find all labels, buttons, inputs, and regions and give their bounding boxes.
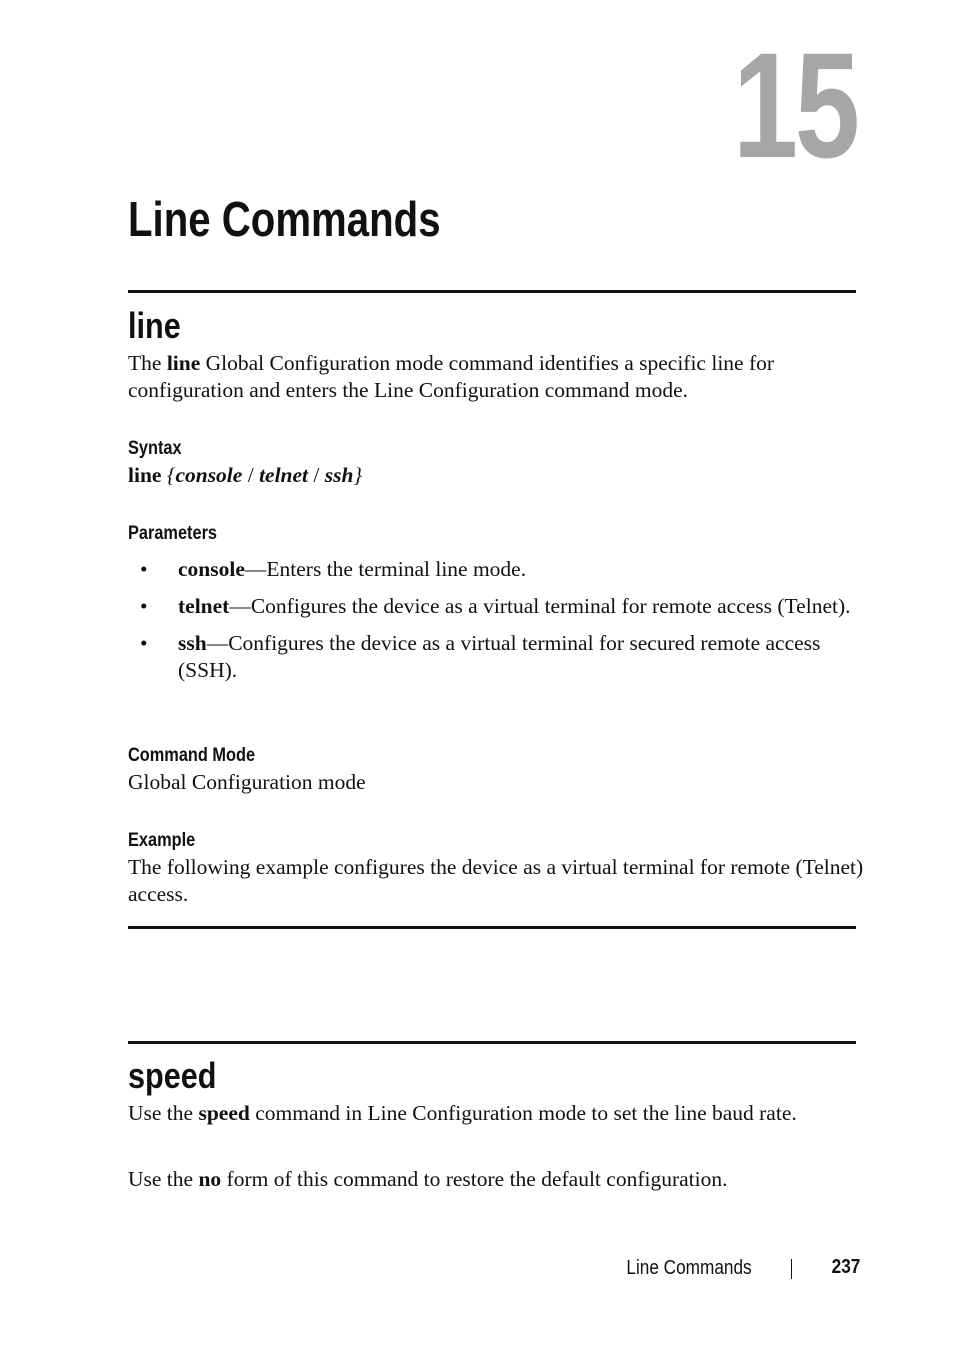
bullet-icon: • — [140, 631, 148, 655]
chapter-number: 15 — [733, 21, 857, 189]
command-mode-heading: Command Mode — [128, 745, 256, 766]
syntax-line: line {console / telnet / ssh} — [128, 463, 363, 487]
section-rule-bottom — [128, 926, 856, 929]
example-heading: Example — [128, 830, 196, 851]
line-intro-paragraph: The line Global Configuration mode command identifies a specific line for configuration and enters the Line Configuration command mode. — [128, 351, 775, 402]
section-heading-speed: speed — [128, 1055, 217, 1096]
command-keyword: line — [166, 351, 201, 375]
section-rule-speed — [128, 1041, 856, 1044]
footer-chapter-label: Line Commands — [626, 1257, 752, 1279]
list-item: • ssh—Configures the device as a virtual terminal for secured remote access (SSH). — [140, 631, 821, 682]
command-mode-text: Global Configuration mode — [128, 770, 366, 794]
parameters-heading: Parameters — [128, 523, 218, 544]
speed-paragraph-1: Use the speed command in Line Configuration mode to set the line baud rate. — [128, 1101, 797, 1125]
list-item: • console—Enters the terminal line mode. — [140, 557, 527, 581]
bullet-icon: • — [140, 594, 148, 618]
syntax-heading: Syntax — [128, 438, 182, 459]
bullet-icon: • — [140, 557, 148, 581]
section-rule-top — [128, 290, 856, 293]
example-text: The following example configures the device as a virtual terminal for remote (Telnet) access. — [128, 855, 864, 906]
footer-separator — [791, 1259, 792, 1279]
footer-page-number: 237 — [831, 1256, 860, 1278]
chapter-title: Line Commands — [128, 193, 441, 247]
parameters-list — [128, 556, 868, 694]
section-heading-line: line — [128, 305, 181, 346]
list-item: • telnet—Configures the device as a virtual terminal for remote access (Telnet). — [140, 594, 851, 618]
speed-paragraph-2: Use the no form of this command to restore the default configuration. — [128, 1167, 728, 1191]
